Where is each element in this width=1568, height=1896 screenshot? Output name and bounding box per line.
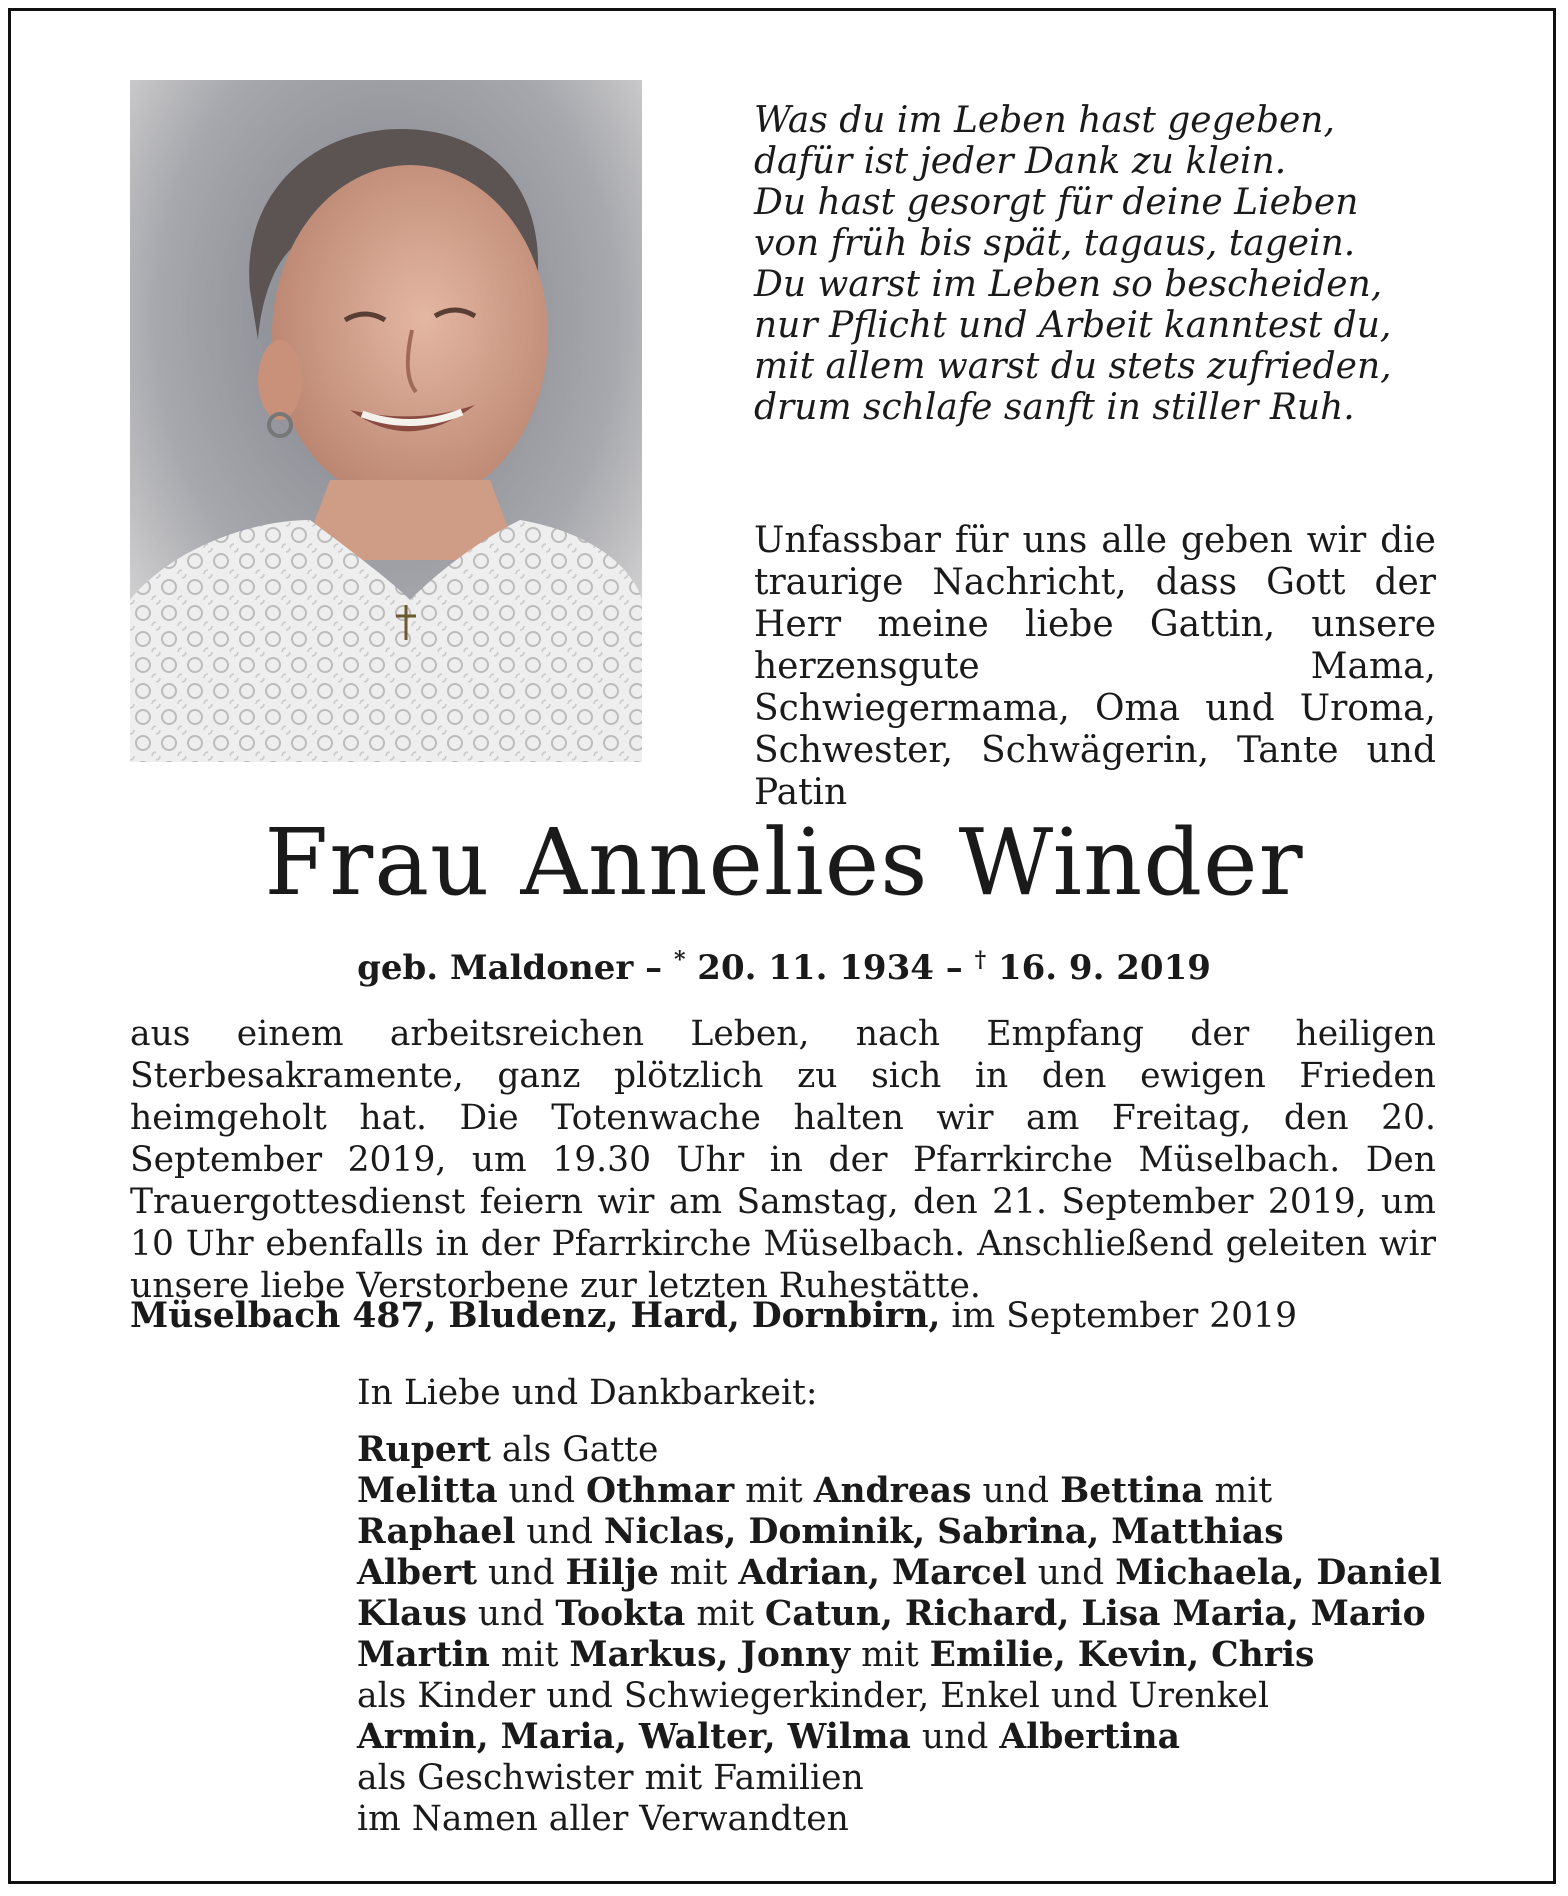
mourner-text: als Geschwister mit Familien xyxy=(357,1758,864,1798)
mourner-text: mit xyxy=(850,1635,930,1675)
portrait-image xyxy=(130,80,642,762)
mourners-heading: In Liebe und Dankbarkeit: xyxy=(357,1373,818,1413)
mourner-name: Bettina xyxy=(1060,1471,1204,1511)
poem-line: dafür ist jeder Dank zu klein. xyxy=(754,141,1287,182)
mourner-line xyxy=(357,1594,1477,1635)
mourner-line xyxy=(357,1717,1477,1758)
mourner-text: und xyxy=(910,1717,1000,1757)
mourner-line xyxy=(357,1512,1477,1553)
poem-line: drum schlafe sanft in stiller Ruh. xyxy=(754,387,1355,428)
announcement-date: im September 2019 xyxy=(940,1296,1298,1336)
death-date: 16. 9. 2019 xyxy=(986,948,1211,988)
mourner-lines xyxy=(357,1430,1477,1840)
poem-line: Was du im Leben hast gegeben, xyxy=(754,100,1335,141)
mourner-name: Catun, Richard, Lisa Maria, Mario xyxy=(764,1594,1426,1634)
mourner-text: und xyxy=(477,1553,566,1593)
mourner-text: als Kinder und Schwiegerkinder, Enkel und Urenkel xyxy=(357,1676,1269,1716)
mourner-name: Hilje xyxy=(565,1553,659,1593)
mourner-text: und xyxy=(497,1471,587,1511)
mourner-name: Michaela, Daniel xyxy=(1115,1553,1442,1593)
mourner-name: Tookta xyxy=(555,1594,686,1634)
mourner-line xyxy=(357,1553,1477,1594)
mourner-name: Niclas, Dominik, Sabrina, Matthias xyxy=(603,1512,1284,1552)
mourner-line xyxy=(357,1758,1477,1799)
memorial-poem xyxy=(754,100,1474,428)
birth-symbol: * xyxy=(673,947,686,973)
mourner-name: Markus, Jonny xyxy=(569,1635,851,1675)
mourner-name: Armin, Maria, Walter, Wilma xyxy=(357,1717,911,1757)
mourner-name: Raphael xyxy=(357,1512,516,1552)
mourner-text: und xyxy=(971,1471,1061,1511)
mourner-name: Albertina xyxy=(999,1717,1180,1757)
funeral-details: aus einem arbeitsreichen Leben, nach Empfang der heiligen Sterbesakramente, ganz plötzlich zu sich in den ewigen Frieden heimgeholt hat. Die Totenwache halten wir am Freitag, den 20. September 2019, um 19.30 Uhr in der Pfarrkirche Müselbach. Den Trauergottesdienst feiern wir am Samstag, den 21. September 2019, um 10 Uhr ebenfalls in der Pfarrkirche Müselbach. Anschließend geleiten wir unsere liebe Verstorbene zur letzten Ruhestätte. xyxy=(130,1014,1436,1306)
mourner-line xyxy=(357,1676,1477,1717)
mourner-text: und xyxy=(466,1594,556,1634)
announcement-intro: Unfassbar für uns alle geben wir die traurige Nachricht, dass Gott der Herr meine liebe Gattin, unsere herzensgute Mama, Schwiegermama, Oma und Uroma, Schwester, Schwägerin, Tante und Patin xyxy=(754,520,1436,813)
mourner-name: Rupert xyxy=(357,1430,491,1470)
mourner-line xyxy=(357,1635,1477,1676)
mourner-name: Othmar xyxy=(586,1471,735,1511)
mourner-text: mit xyxy=(489,1635,570,1675)
deceased-name: Frau Annelies Winder xyxy=(264,809,1304,916)
place-date-line xyxy=(130,1294,1450,1338)
mourner-text: und xyxy=(515,1512,604,1552)
mourner-name: Adrian, Marcel xyxy=(738,1553,1027,1593)
mourner-line xyxy=(357,1471,1477,1512)
mourner-line xyxy=(357,1799,1477,1840)
poem-line: nur Pflicht und Arbeit kanntest du, xyxy=(754,305,1392,346)
mourner-name: Emilie, Kevin, Chris xyxy=(929,1635,1315,1675)
mourner-text: und xyxy=(1026,1553,1116,1593)
mourner-text: mit xyxy=(734,1471,814,1511)
mourner-text: im Namen aller Verwandten xyxy=(357,1799,849,1839)
mourner-line xyxy=(357,1430,1477,1471)
mourner-text: als Gatte xyxy=(490,1430,659,1470)
mourner-name: Andreas xyxy=(813,1471,972,1511)
poem-line: Du hast gesorgt für deine Lieben xyxy=(754,182,1359,223)
portrait-photo xyxy=(130,80,642,762)
mourner-name: Albert xyxy=(357,1553,478,1593)
dates-dash: – xyxy=(633,948,674,988)
death-symbol: † xyxy=(974,947,987,973)
mourner-text: mit xyxy=(685,1594,765,1634)
birth-name: geb. Maldoner xyxy=(357,948,634,988)
mourner-text: mit xyxy=(1203,1471,1273,1511)
mourners-list xyxy=(357,1373,1477,1840)
poem-line: Du warst im Leben so bescheiden, xyxy=(754,264,1383,305)
poem-line: von früh bis spät, tagaus, tagein. xyxy=(754,223,1356,264)
poem-line: mit allem warst du stets zufrieden, xyxy=(754,346,1392,387)
mourner-name: Martin xyxy=(357,1635,490,1675)
mourner-name: Melitta xyxy=(357,1471,498,1511)
mourner-text: mit xyxy=(658,1553,739,1593)
birth-date: 20. 11. 1934 xyxy=(685,948,934,988)
dates-dash: – xyxy=(933,948,975,988)
mourner-name: Klaus xyxy=(357,1594,467,1634)
places: Müselbach 487, Bludenz, Hard, Dornbirn, xyxy=(130,1296,941,1336)
life-dates xyxy=(0,938,1568,990)
